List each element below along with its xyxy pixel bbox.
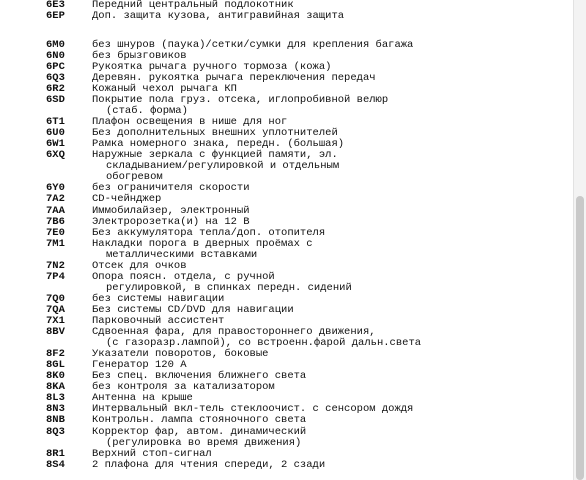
option-description: регулировкой, в спинках передн. сидений <box>106 281 352 294</box>
option-description: без шнуров (паука)/сетки/сумки для крепления багажа <box>92 38 414 51</box>
option-code: 6W1 <box>46 138 65 151</box>
option-description: Плафон освещения в нише для ног <box>92 116 288 129</box>
option-code: 8N3 <box>46 403 65 416</box>
option-description: Накладки порога в дверных проёмах с <box>92 237 313 250</box>
option-code: 8R1 <box>46 447 65 460</box>
option-description: без системы навигации <box>92 292 225 305</box>
option-description: CD-чейнджер <box>92 193 162 206</box>
option-code: 7B6 <box>46 215 65 228</box>
option-code: 7X1 <box>46 315 65 328</box>
option-code: 6PC <box>46 60 65 73</box>
option-description: Антенна на крыше <box>92 392 193 405</box>
option-description: (регулировка во время движения) <box>106 436 302 449</box>
option-code: 8GL <box>46 359 65 372</box>
option-description: Рукоятка рычага ручного тормоза (кожа) <box>92 60 332 73</box>
option-description: Интервальный вкл-тель стеклоочист. с сенсором дождя <box>92 403 414 416</box>
option-description: Покрытие пола груз. отсека, иглопробивной велюр <box>92 94 389 107</box>
option-code: 6U0 <box>46 127 65 140</box>
option-code: 8S4 <box>46 458 65 471</box>
vertical-scrollbar[interactable] <box>573 0 586 480</box>
option-code: 7Q0 <box>46 292 65 305</box>
option-code: 6N0 <box>46 49 65 62</box>
option-code: 8F2 <box>46 348 65 361</box>
option-code: 7A2 <box>46 193 65 206</box>
option-description: Без спец. включения ближнего света <box>92 370 307 383</box>
option-code: 7M1 <box>46 237 65 250</box>
option-description: Деревян. рукоятка рычага переключения передач <box>92 71 376 84</box>
option-description: Генератор 120 А <box>92 359 187 372</box>
option-description: Без дополнительных внешних уплотнителей <box>92 127 338 140</box>
option-description: Сдвоенная фара, для правостороннего движения, <box>92 326 376 339</box>
option-description: 2 плафона для чтения спереди, 2 сзади <box>92 458 326 471</box>
option-code: 8KA <box>46 381 65 394</box>
option-description: без контроля за катализатором <box>92 381 275 394</box>
option-description: (с газоразр.лампой), со встроенн.фарой дальн.света <box>106 337 422 350</box>
option-description: обогревом <box>106 171 163 184</box>
option-description: металлическими вставками <box>106 248 258 261</box>
option-description: Контрольн. лампа стояночного света <box>92 414 307 427</box>
option-description: (стаб. форма) <box>106 105 188 118</box>
option-description: Передний центральный подлокотник <box>92 0 294 11</box>
option-code: 6SD <box>46 94 65 107</box>
option-description: Без системы CD/DVD для навигации <box>92 303 294 316</box>
option-description: Доп. защита кузова, антигравийная защита <box>92 10 345 23</box>
scrollbar-thumb[interactable] <box>576 196 584 480</box>
option-description: Указатели поворотов, боковые <box>92 348 269 361</box>
option-code: 8L3 <box>46 392 65 405</box>
option-code: 8BV <box>46 326 65 339</box>
option-code: 7E0 <box>46 226 65 239</box>
option-code: 8NB <box>46 414 65 427</box>
option-description: Кожаный чехол рычага КП <box>92 82 237 95</box>
option-code: 6R2 <box>46 82 65 95</box>
option-code: 6XQ <box>46 149 65 162</box>
option-code: 6M0 <box>46 38 65 51</box>
option-description: Иммобилайзер, электронный <box>92 204 250 217</box>
option-code: 7AA <box>46 204 65 217</box>
option-description: Без аккумулятора тепла/доп. отопителя <box>92 226 326 239</box>
option-description: без ограничителя скорости <box>92 182 250 195</box>
option-code: 6Q3 <box>46 71 65 84</box>
option-code: 6EP <box>46 10 65 23</box>
option-description: Рамка номерного знака, передн. (большая) <box>92 138 345 151</box>
option-description: Наружные зеркала с функцией памяти, эл. <box>92 149 338 162</box>
option-description: Корректор фар, автом. динамический <box>92 425 307 438</box>
option-code: 6Y0 <box>46 182 65 195</box>
option-code: 7P4 <box>46 270 65 283</box>
option-description: складыванием/регулировкой и отдельным <box>106 160 340 173</box>
option-description: Верхний стоп-сигнал <box>92 447 212 460</box>
option-description: Электророзетка(и) на 12 В <box>92 215 250 228</box>
option-code: 6T1 <box>46 116 65 129</box>
option-description: Опора поясн. отдела, с ручной <box>92 270 275 283</box>
option-description: без брызговиков <box>92 49 187 62</box>
option-code: 7QA <box>46 303 65 316</box>
option-code: 8Q3 <box>46 425 65 438</box>
option-code: 6E3 <box>46 0 65 11</box>
option-code: 7N2 <box>46 259 65 272</box>
option-description: Отсек для очков <box>92 259 187 272</box>
option-description: Парковочный ассистент <box>92 315 225 328</box>
option-code: 8K0 <box>46 370 65 383</box>
